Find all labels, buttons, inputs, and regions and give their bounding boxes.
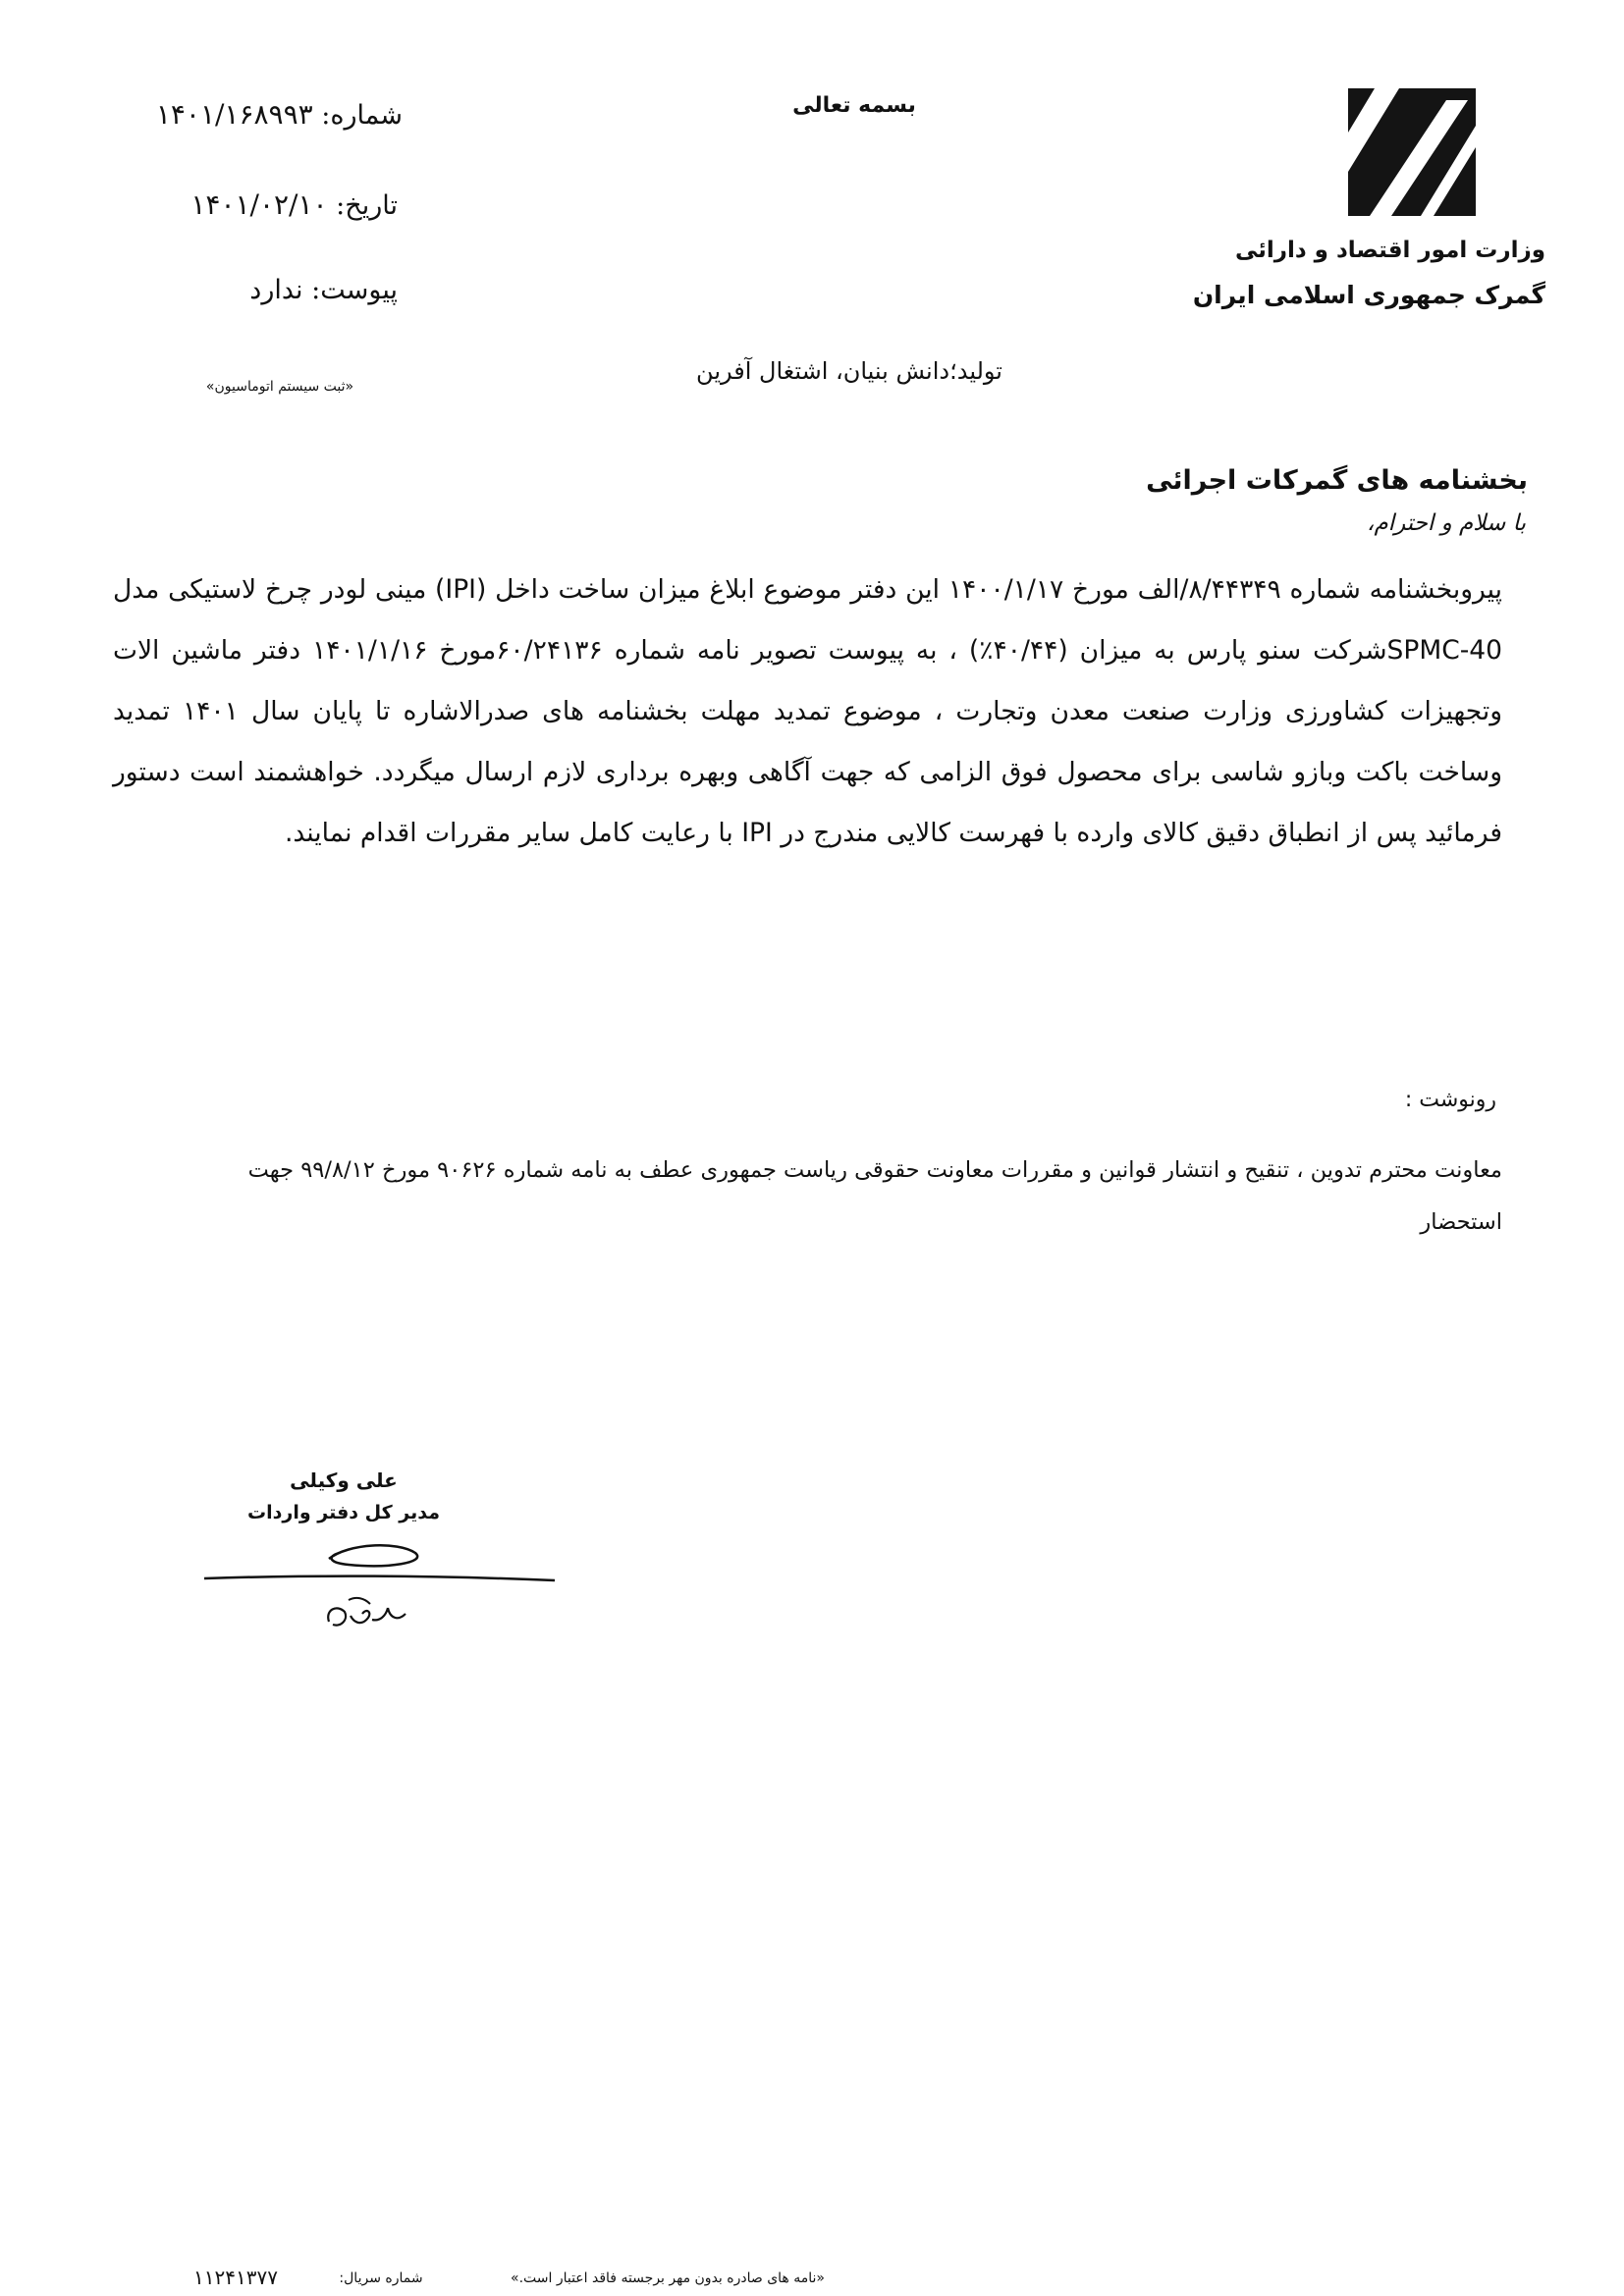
letter-date-label: تاریخ: [336,190,398,221]
basmala: بسمه تعالی [792,93,916,118]
signer-name: علی وکیلی [290,1468,398,1492]
motto: تولید؛دانش بنیان، اشتغال آفرین [696,357,1002,385]
attachment-label: پیوست: [311,275,398,305]
footer-validity-note: «نامه های صادره بدون مهر برجسته فاقد اعتبار است.» [511,2270,825,2286]
letter-body [113,560,1502,864]
letter-date [108,188,398,221]
serial-label: شماره سریال: [339,2270,423,2286]
letter-date-value: ۱۴۰۱/۰۲/۱۰ [190,188,328,221]
attachment-value: ندارد [249,275,303,305]
letter-attachment [196,275,398,305]
automation-note: «ثبت سیستم اتوماسیون» [205,379,354,395]
copy-label: رونوشت : [1404,1088,1496,1112]
letter-number [88,98,403,131]
greeting: با سلام و احترام، [1367,510,1526,536]
letter-number-label: شماره: [321,100,403,131]
serial-value: ۱۱۲۴۱۳۷۷ [193,2266,278,2289]
circular-title: بخشنامه های گمرکات اجرائی [1146,465,1528,496]
customs-logo-icon [1330,79,1488,226]
signer-title: مدیر کل دفتر واردات [247,1502,440,1523]
handwritten-signature [201,1531,574,1639]
organization-name: گمرک جمهوری اسلامی ایران [1192,281,1545,309]
copy-recipient: معاونت محترم تدوین ، تنقیح و انتشار قوانین و مقررات معاونت حقوقی ریاست جمهوری عطف به نامه شماره ۹۰۶۲۶ مورخ ۹۹/۸/۱۲ جهت استحضار [247,1157,1502,1235]
ministry-name: وزارت امور اقتصاد و دارائی [1234,238,1545,263]
ministry-block [1133,238,1545,309]
letter-number-value: ۱۴۰۱/۱۶۸۹۹۳ [155,98,313,131]
letter-body-text: پیروبخشنامه شماره ۸/۴۴۳۴۹/الف مورخ ۱۴۰۰/۱/۱۷ این دفتر موضوع ابلاغ میزان ساخت داخل (IPI) مینی لودر چرخ لاستیکی مدل SPMC-40شرکت سنو پارس به میزان (۴۰/۴۴٪) ، به پیوست تصویر نامه شماره ۶۰/۲۴۱۳۶مورخ ۱۴۰۱/۱/۱۶ دفتر ماشین الات وتجهیزات کشاورزی وزارت صنعت معدن وتجارت ، موضوع تمدید مهلت بخشنامه های صدرالاشاره تا پایان سال ۱۴۰۱ تمدید وساخت باکت وبازو شاسی برای محصول فوق الزامی که جهت آگاهی وبهره برداری لازم ارسال میگردد. خواهشمند است دستور فرمائید پس از انطباق دقیق کالای وارده با فهرست کالایی مندرج در IPI با رعایت کامل سایر مقررات اقدام نمایند. [113,574,1503,848]
